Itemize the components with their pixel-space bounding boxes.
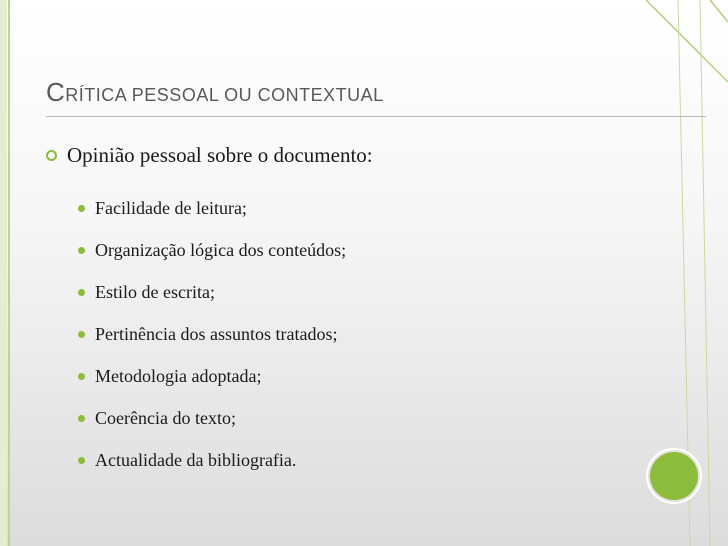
- dot-bullet-icon: [78, 457, 85, 464]
- level1-item: [46, 143, 373, 168]
- dot-bullet-icon: [78, 373, 85, 380]
- list-item-text: Estilo de escrita;: [95, 281, 215, 302]
- list-item-text: Pertinência dos assuntos tratados;: [95, 323, 338, 344]
- list-item-text: Metodologia adoptada;: [95, 365, 262, 386]
- dot-bullet-icon: [78, 289, 85, 296]
- title-divider: [46, 116, 706, 117]
- dot-bullet-icon: [78, 205, 85, 212]
- list-item-text: Facilidade de leitura;: [95, 197, 247, 218]
- title-initial: C: [46, 77, 66, 107]
- sub-bullet-list: [78, 187, 346, 481]
- ring-bullet-icon: [46, 150, 57, 161]
- dot-bullet-icon: [78, 247, 85, 254]
- deco-line-1: [646, 0, 728, 82]
- deco-line-2: [710, 0, 728, 22]
- left-decorative-line: [8, 0, 10, 546]
- dot-bullet-icon: [78, 331, 85, 338]
- list-item-text: Actualidade da bibliografia.: [95, 449, 297, 470]
- list-item: [78, 439, 346, 481]
- list-item: [78, 187, 346, 229]
- list-item: [78, 271, 346, 313]
- list-item-text: Organização lógica dos conteúdos;: [95, 239, 347, 260]
- list-item: [78, 229, 346, 271]
- slide-title: [46, 79, 706, 105]
- list-item-text: Coerência do texto;: [95, 407, 236, 428]
- dot-bullet-icon: [78, 415, 85, 422]
- list-item: [78, 355, 346, 397]
- title-rest: RÍTICA PESSOAL OU CONTEXTUAL: [65, 85, 384, 105]
- list-item: [78, 313, 346, 355]
- level1-text: Opinião pessoal sobre o documento:: [67, 143, 373, 167]
- green-circle-icon: [650, 452, 698, 500]
- list-item: [78, 397, 346, 439]
- left-decorative-band: [0, 0, 7, 546]
